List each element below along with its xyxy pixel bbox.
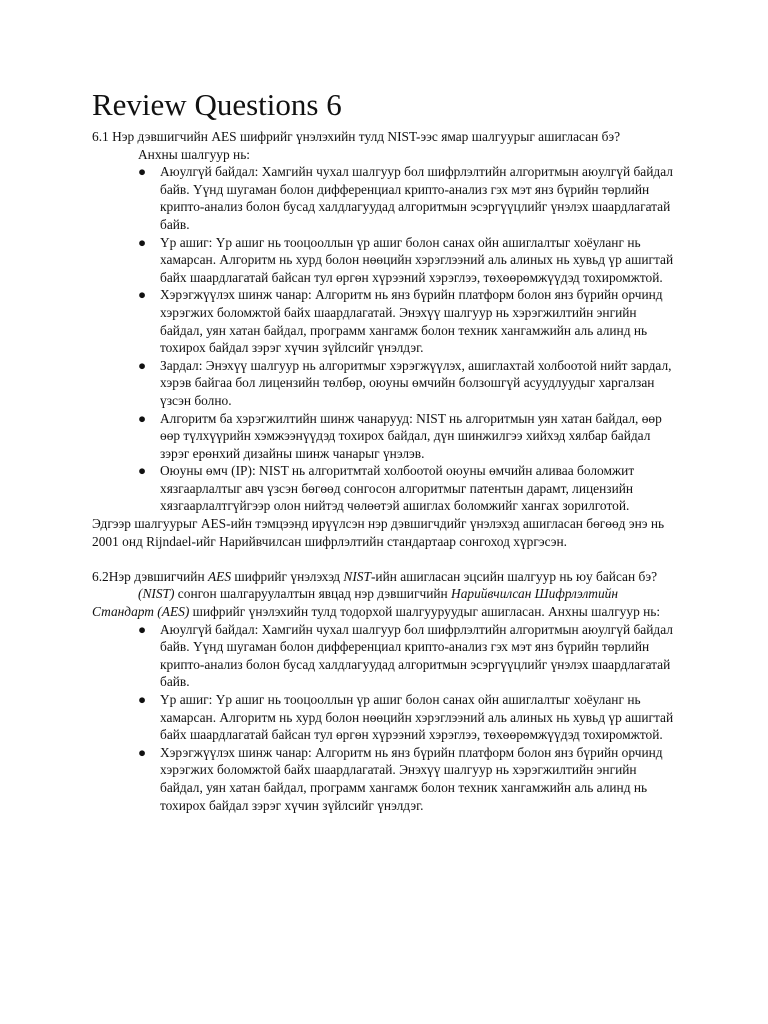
list-item bbox=[138, 410, 682, 463]
criterion-implementation: Хэрэгжүүлэх шинж чанар: Алгоритм нь янз бүрийн платформ болон янз бүрийн орчинд хэрэгжих боломжтой байх шаардлагатай. Энэхүү шалгуур нь хэрэгжилтийн энгийн байдал, уян хатан байдал, программ хангамж болон техник хангамжийн аль алинд нь тохирох байдал зэрэг хүчин зүйлсийг үнэлдэг. bbox=[160, 744, 663, 813]
list-item bbox=[138, 744, 682, 814]
list-item bbox=[138, 163, 682, 233]
bullet-icon: ● bbox=[138, 287, 147, 303]
criterion-intellectual-property: Оюуны өмч (IP): NIST нь алгоритмтай холбоотой оюуны өмчийн аливаа боломжит хязгаарлалтыг авч үзсэн бөгөөд сонгосон алгоритмыг патентын дарамт, лицензийн хязгаарлалтгүйгээр олон нийтэд чөлөөтэй ашиглах боломжийг хангах зорилготой. bbox=[160, 463, 635, 514]
bullet-icon: ● bbox=[138, 410, 147, 426]
paragraph-gap bbox=[92, 550, 682, 568]
page-title: Review Questions 6 bbox=[92, 87, 342, 122]
criterion-security: Аюулгүй байдал: Хамгийн чухал шалгуур бол шифрлэлтийн алгоритмын аюулгүй байдал байв. Үүнд шугаман болон дифференциал крипто-анализ гэх мэт янз бүрийн төрлийн крипто-анализ болон бусад халдлагуудад алгоритмын эсэргүүцлийг үнэлэх шаардлагатай байв. bbox=[160, 621, 673, 690]
document-page bbox=[92, 82, 682, 814]
question-6-2-suffix: -ийн ашигласан эцсийн шалгуур нь юу байсан бэ? bbox=[370, 568, 658, 584]
bullet-icon: ● bbox=[138, 234, 147, 250]
bullet-icon: ● bbox=[138, 621, 147, 637]
criterion-efficiency: Үр ашиг: Үр ашиг нь тооцооллын үр ашиг болон санах ойн ашиглалтыг хоёуланг нь хамарсан. Алгоритм нь хурд болон нөөцийн хэрэглээний аль алиных нь хувьд үр ашигтай байх шаардлагатай байсан тул өргөн хүрээний хэрэглээ, төхөөрөмжүүдэд тохиромжтой. bbox=[160, 234, 674, 285]
question-6-2-intro-mid: сонгон шалгаруулалтын явцад нэр дэвшигчийн bbox=[174, 586, 452, 602]
criterion-implementation: Хэрэгжүүлэх шинж чанар: Алгоритм нь янз бүрийн платформ болон янз бүрийн орчинд хэрэгжих боломжтой байх шаардлагатай. Энэхүү шалгуур нь хэрэгжилтийн энгийн байдал, уян хатан байдал, программ хангамж болон техник хангамжийн аль алинд нь тохирох байдал зэрэг хүчин зүйлсийг үнэлдэг. bbox=[160, 287, 663, 356]
criterion-efficiency: Үр ашиг: Үр ашиг нь тооцооллын үр ашиг болон санах ойн ашиглалтыг хоёуланг нь хамарсан. Алгоритм нь хурд болон нөөцийн хэрэглээний аль алиных нь хувьд үр ашигтай байх шаардлагатай байсан тул өргөн хүрээний хэрэглээ, төхөөрөмжүүдэд тохиромжтой. bbox=[160, 692, 674, 743]
question-6-2-intro-nist: (NIST) bbox=[138, 586, 175, 602]
question-6-1: 6.1 Нэр дэвшигчийн AES шифрийг үнэлэхийн тулд NIST-ээс ямар шалгуурыг ашигласан бэ? bbox=[92, 129, 621, 144]
question-6-2-mid: шифрийг үнэлэхэд bbox=[231, 568, 344, 584]
bullet-icon: ● bbox=[138, 164, 147, 180]
list-item bbox=[138, 357, 682, 410]
list-item bbox=[138, 286, 682, 356]
list-item bbox=[138, 621, 682, 691]
criterion-algorithm-characteristics: Алгоритм ба хэрэгжилтийн шинж чанарууд: NIST нь алгоритмын уян хатан байдал, өөр өөр түлхүүрийн хэмжээнүүдэд тохирох байдал, дүн шинжилгээ хийхэд хялбар байдал зэрэг ерөнхий дизайны шинж чанарыг үнэлэв. bbox=[160, 410, 662, 461]
bullet-icon: ● bbox=[138, 744, 147, 760]
list-item bbox=[138, 234, 682, 287]
bullet-icon: ● bbox=[138, 463, 147, 479]
criterion-cost: Зардал: Энэхүү шалгуур нь алгоритмыг хэрэгжүүлэх, ашиглахтай холбоотой нийт зардал, хэрэв байгаа бол лицензийн төлбөр, оюуны өмчийн болзошгүй асуудлуудыг харгалзан үзсэн болно. bbox=[160, 357, 672, 408]
bullet-icon: ● bbox=[138, 692, 147, 707]
question-6-2-intro-standard: Нарийвчилсан Шифрлэлтийн Стандарт (AES) bbox=[92, 586, 618, 620]
question-6-2-criteria-list bbox=[92, 621, 682, 815]
question-6-2-aes: AES bbox=[207, 568, 232, 584]
list-item bbox=[138, 462, 682, 515]
question-6-1-criteria-list bbox=[92, 163, 682, 515]
list-item bbox=[138, 691, 682, 744]
bullet-icon: ● bbox=[138, 357, 147, 373]
question-6-2-nist: NIST bbox=[343, 568, 371, 584]
question-6-1-conclusion: Эдгээр шалгуурыг AES-ийн тэмцээнд ирүүлсэн нэр дэвшигчдийг үнэлэхэд ашигласан бөгөөд энэ нь 2001 онд Rijndael-ийг Нарийвчилсан шифрлэлтийн стандартаар сонгоход хүргэсэн. bbox=[92, 516, 665, 549]
question-6-2-intro-suffix: шифрийг үнэлэхийн тулд тодорхой шалгууруудыг ашигласан. Анхны шалгуур нь: bbox=[189, 604, 661, 620]
question-6-2-prefix: 6.2Нэр дэвшигчийн bbox=[92, 568, 208, 584]
criterion-security: Аюулгүй байдал: Хамгийн чухал шалгуур бол шифрлэлтийн алгоритмын аюулгүй байдал байв. Үүнд шугаман болон дифференциал крипто-анализ гэх мэт янз бүрийн төрлийн крипто-анализ болон бусад халдлагуудад алгоритмын эсэргүүцлийг үнэлэх шаардлагатай байв. bbox=[160, 164, 673, 232]
question-6-1-intro: Анхны шалгуур нь: bbox=[138, 146, 251, 162]
question-6-2 bbox=[92, 568, 682, 586]
question-6-2-intro bbox=[92, 585, 682, 620]
